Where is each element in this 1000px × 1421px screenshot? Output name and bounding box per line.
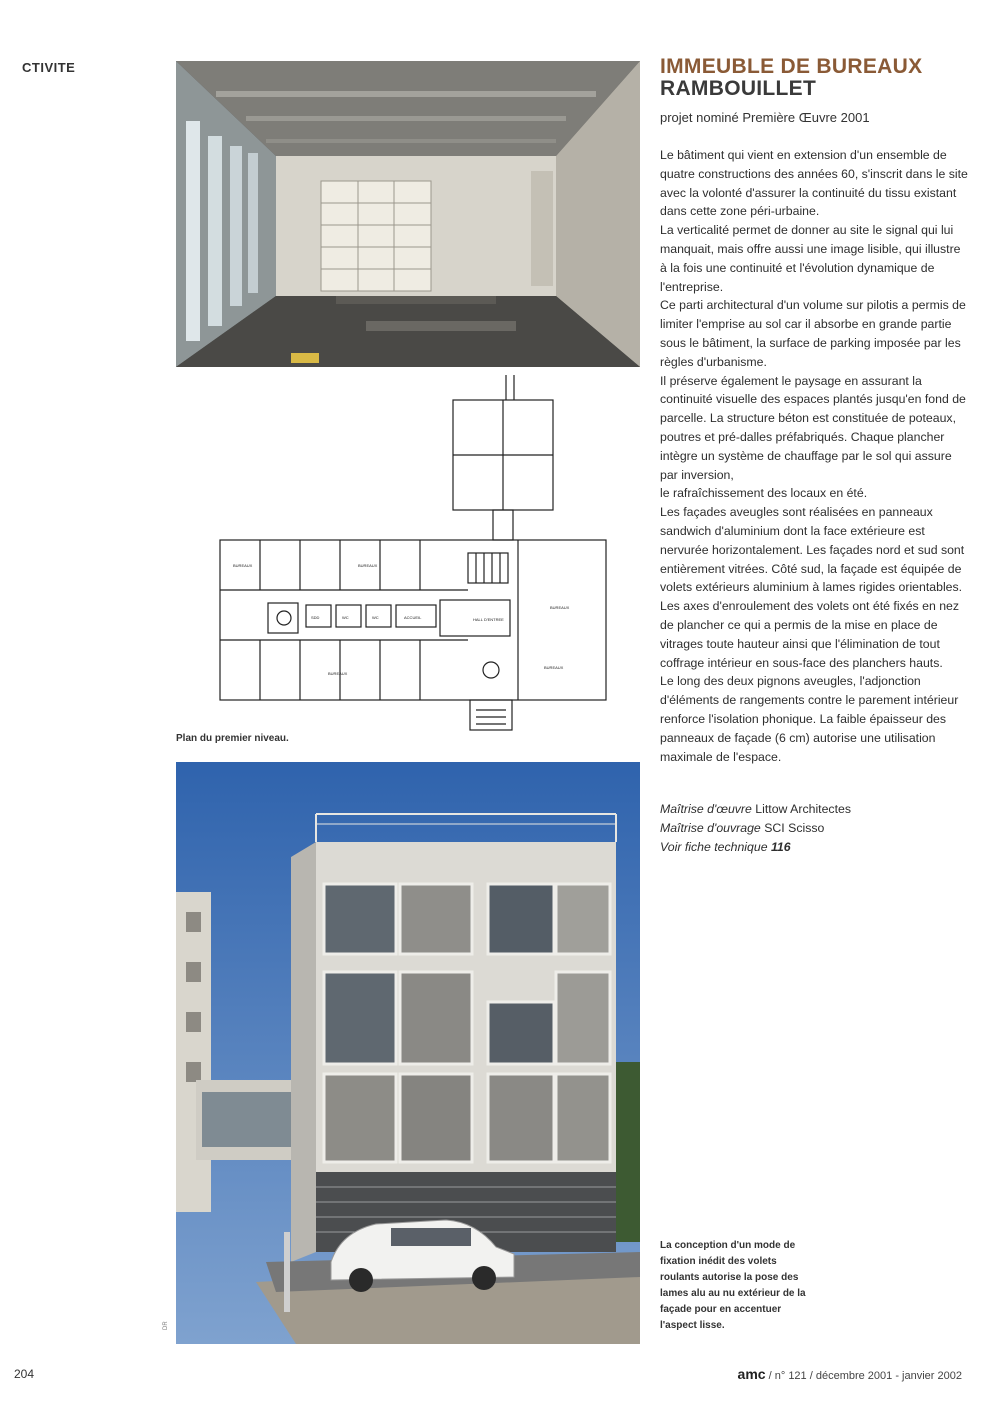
paragraph: Ce parti architectural d'un volume sur pilotis a permis de limiter l'emprise au sol car il absorbe en grande partie sous le bâtiment, la surface de parking imposée par les règles d'urbanisme. (660, 298, 966, 369)
plan-caption: Plan du premier niveau. (176, 733, 289, 744)
plan-label-hall: HALL D'ENTREE (473, 617, 504, 622)
credit-label: Maîtrise d'ouvrage (660, 820, 761, 835)
footer-issue: / n° 121 / décembre 2001 - janvier 2002 (765, 1370, 962, 1382)
section-label: CTIVITE (22, 60, 76, 75)
credit-fiche (660, 838, 970, 857)
credit-value: 116 (770, 839, 791, 854)
project-credits (660, 800, 970, 856)
paragraph: Le bâtiment qui vient en extension d'un ensemble de quatre constructions des années 60, s'inscrit dans le site avec la volonté d'assurer la continuité du tissu existant dans cette zone péri-urbaine. (660, 148, 968, 219)
paragraph: le rafraîchissement des locaux en été. (660, 486, 868, 501)
exterior-photo (176, 762, 640, 1344)
plan-label-bureaux-5: BUREAUX (544, 665, 564, 670)
floor-plan (218, 375, 608, 733)
title-line-1: IMMEUBLE DE BUREAUX (660, 55, 923, 78)
credit-label: Maîtrise d'œuvre (660, 802, 752, 816)
footer (730, 1366, 962, 1382)
article-body (660, 146, 970, 766)
plan-label-sdd: SDD (311, 615, 320, 620)
interior-photo (176, 61, 640, 367)
page-number: 204 (14, 1367, 35, 1381)
plan-label-wc-1: WC (342, 615, 349, 620)
plan-label-bureaux-4: BUREAUX (328, 671, 348, 676)
credit-maitrise-ouvrage (660, 819, 970, 838)
exterior-caption: La conception d'un mode de fixation inédit des volets roulants autorise la pose des lames alu au nu extérieur de la façade pour en accentuer l'aspect lisse. (660, 1240, 806, 1331)
credit-label: Voir fiche technique (660, 839, 768, 854)
footer-brand: amc (737, 1366, 766, 1382)
plan-label-bureaux-3: BUREAUX (550, 605, 570, 610)
plan-label-accueil: ACCUEIL (404, 615, 422, 620)
title-line-2: RAMBOUILLET (660, 77, 817, 100)
credit-maitrise-oeuvre (660, 800, 970, 819)
plan-label-bureaux-1: BUREAUX (233, 563, 253, 568)
paragraph: Les façades aveugles sont réalisées en panneaux sandwich d'aluminium dont la face extérieure est nervurée horizontalement. Les façades nord et sud sont entièrement vitrées. Côté sud, la façade est équipée de volets extérieurs aluminium à lames rigides orientables. Les axes d'enroulement des volets ont été fixés en nez de plancher ce qui a permis de la mise en place de vitrages toute hauteur ainsi que l'élimination de tout coffrage intérieur en sous-face des planchers hauts. (660, 505, 965, 670)
paragraph: Le long des deux pignons aveugles, l'adjonction d'éléments de rangements contre le parement intérieur renforce l'isolation phonique. La faible épaisseur des panneaux de façade (6 cm) autorise une utilisation maximale de l'espace. (660, 674, 959, 764)
credit-value: Littow Architectes (755, 802, 851, 816)
paragraph: Il préserve également le paysage en assurant la continuité visuelle des espaces plantés jusqu'en fond de parcelle. La structure béton est constituée de poteaux, poutres et pré-dalles préfabriqués. Chaque plancher intègre un système de chauffage par le sol qui assure par inversion, (660, 373, 966, 482)
plan-label-wc-2: WC (372, 615, 379, 620)
article-title (660, 56, 980, 100)
subtitle: projet nominé Première Œuvre 2001 (660, 110, 870, 125)
credit-value: SCI Scisso (764, 820, 825, 835)
plan-label-bureaux-2: BUREAUX (358, 563, 378, 568)
paragraph: La verticalité permet de donner au site le signal qui lui manquait, mais offre aussi une image lisible, qui illustre à la fois une continuité et l'évolution dynamique de l'entreprise. (660, 223, 961, 294)
photo-credit: DR (163, 1321, 169, 1330)
